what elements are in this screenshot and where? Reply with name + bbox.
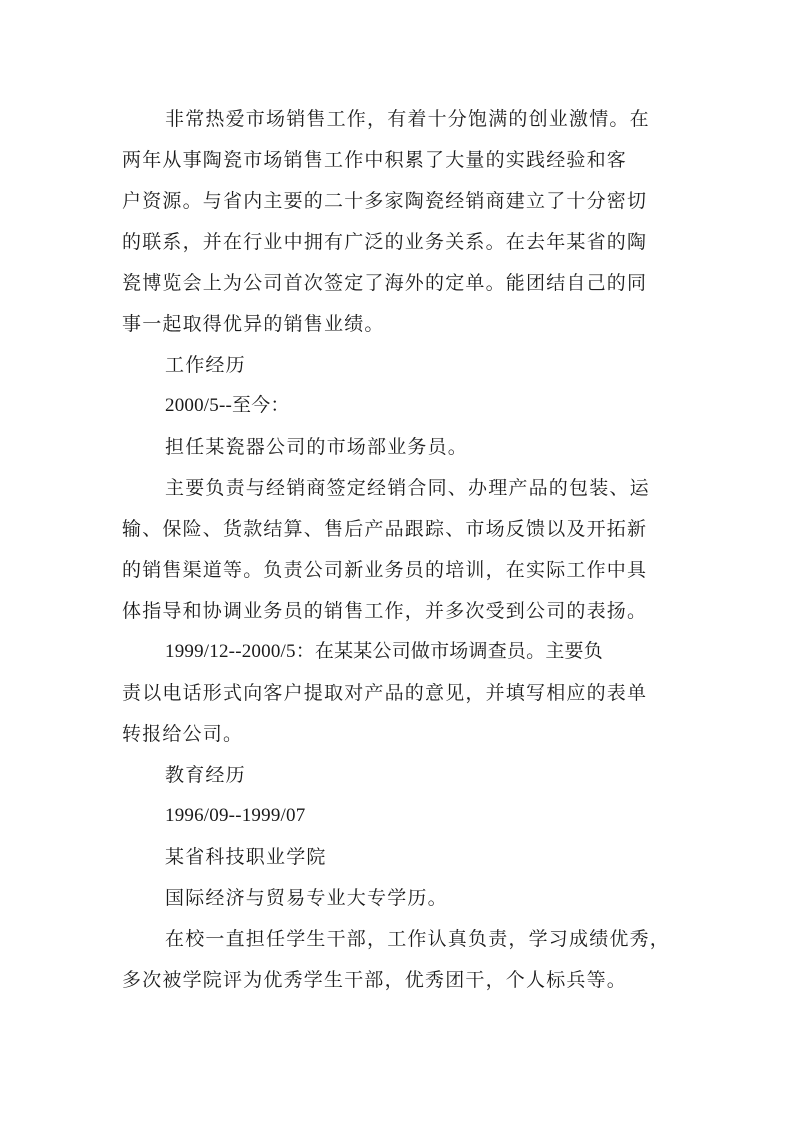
paragraph-line: 的销售渠道等。负责公司新业务员的培训，在实际工作中具 — [122, 559, 648, 581]
paragraph-line: 体指导和协调业务员的销售工作，并多次受到公司的表扬。 — [122, 600, 648, 622]
date-range: 1996/09--1999/07 — [165, 805, 306, 826]
paragraph-line: 在校一直担任学生干部，工作认真负责，学习成绩优秀， — [165, 928, 671, 950]
paragraph-line: 事一起取得优异的销售业绩。 — [122, 313, 385, 335]
paragraph-line: 两年从事陶瓷市场销售工作中积累了大量的实践经验和客 — [122, 149, 628, 171]
degree-line: 国际经济与贸易专业大专学历。 — [165, 887, 448, 909]
section-heading-work: 工作经历 — [165, 354, 246, 376]
section-heading-education: 教育经历 — [165, 764, 246, 786]
paragraph-line: 输、保险、货款结算、售后产品跟踪、市场反馈以及开拓新 — [122, 518, 648, 540]
paragraph-line: 非常热爱市场销售工作，有着十分饱满的创业激情。在 — [165, 108, 650, 130]
job-title-line: 担任某瓷器公司的市场部业务员。 — [165, 436, 469, 458]
paragraph-line: 多次被学院评为优秀学生干部，优秀团干，个人标兵等。 — [122, 969, 628, 991]
paragraph-line: 转报给公司。 — [122, 723, 244, 745]
paragraph-line: 责以电话形式向客户提取对产品的意见，并填写相应的表单 — [122, 682, 648, 704]
paragraph-line: 瓷博览会上为公司首次签定了海外的定单。能团结自己的同 — [122, 272, 648, 294]
paragraph-line: 户资源。与省内主要的二十多家陶瓷经销商建立了十分密切 — [122, 190, 648, 212]
date-range: 2000/5--至今： — [165, 395, 290, 416]
paragraph-line: 的联系，并在行业中拥有广泛的业务关系。在去年某省的陶 — [122, 231, 648, 253]
paragraph-line: 主要负责与经销商签定经销合同、办理产品的包装、运 — [165, 477, 650, 499]
paragraph-line: 1999/12--2000/5：在某某公司做市场调查员。主要负 — [165, 641, 603, 662]
school-name: 某省科技职业学院 — [165, 846, 327, 868]
